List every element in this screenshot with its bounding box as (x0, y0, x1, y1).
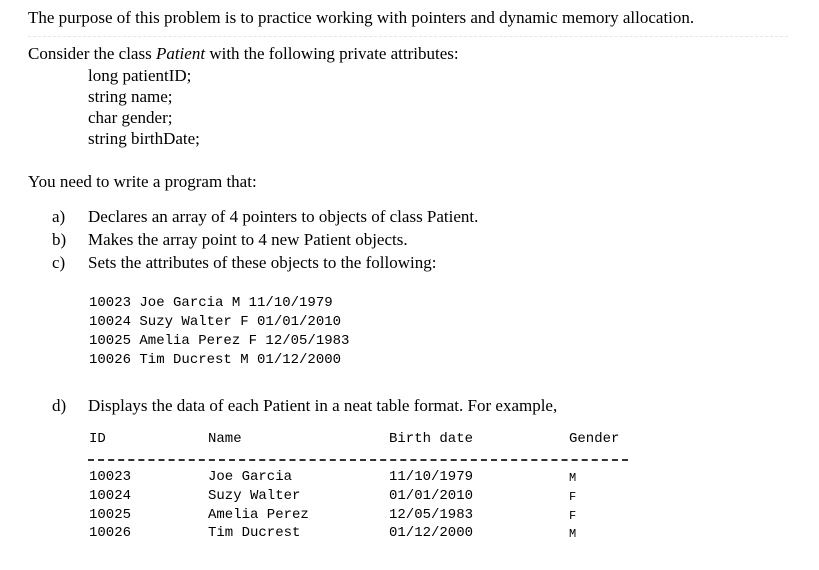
table-cell-gender: F (569, 509, 577, 523)
table-cell-name: Joe Garcia (208, 469, 293, 485)
table-cell-id: 10024 (89, 488, 132, 504)
step-marker: d) (52, 396, 67, 415)
attribute-line: string name; (88, 87, 173, 106)
step-text: Makes the array point to 4 new Patient objects. (88, 230, 408, 249)
class-name: Patient (155, 44, 206, 63)
step-text: Sets the attributes of these objects to the following: (88, 253, 437, 272)
table-cell-gender: M (569, 471, 577, 485)
step-marker: c) (52, 253, 66, 272)
attribute-line: long patientID; (88, 66, 192, 85)
table-cell-id: 10023 (89, 469, 132, 485)
table-cell-name: Tim Ducrest (208, 525, 301, 541)
table-header-gender: Gender (569, 431, 620, 447)
table-cell-id: 10025 (89, 507, 132, 523)
table-cell-birth-date: 01/12/2000 (389, 525, 474, 541)
attribute-line: char gender; (88, 108, 173, 127)
table-cell-gender: M (569, 527, 577, 541)
code-line: 10023 Joe Garcia M 11/10/1979 (89, 295, 333, 311)
consider-suffix: with the following private attributes: (205, 44, 459, 63)
table-cell-birth-date: 01/01/2010 (389, 488, 474, 504)
table-header-name: Name (208, 431, 242, 447)
code-line: 10025 Amelia Perez F 12/05/1983 (89, 333, 350, 349)
step-marker: b) (52, 230, 67, 249)
table-cell-name: Suzy Walter (208, 488, 301, 504)
table-header-id: ID (89, 431, 106, 447)
section-divider (28, 36, 788, 37)
table-cell-birth-date: 11/10/1979 (389, 469, 474, 485)
step-text: Displays the data of each Patient in a neat table format. For example, (88, 396, 558, 415)
code-line: 10026 Tim Ducrest M 01/12/2000 (89, 352, 342, 368)
step-marker: a) (52, 207, 66, 226)
table-cell-gender: F (569, 490, 577, 504)
consider-prefix: Consider the class (28, 44, 156, 63)
table-separator (88, 459, 628, 461)
consider-paragraph (28, 44, 459, 64)
attribute-line: string birthDate; (88, 129, 200, 148)
table-cell-id: 10026 (89, 525, 132, 541)
table-cell-birth-date: 12/05/1983 (389, 507, 474, 523)
code-line: 10024 Suzy Walter F 01/01/2010 (89, 314, 342, 330)
table-cell-name: Amelia Perez (208, 507, 309, 523)
table-header-birth-date: Birth date (389, 431, 474, 447)
task-intro: You need to write a program that: (28, 172, 257, 191)
step-text: Declares an array of 4 pointers to objects of class Patient. (88, 207, 479, 226)
intro-paragraph: The purpose of this problem is to practice working with pointers and dynamic memory allocation. (28, 8, 695, 27)
